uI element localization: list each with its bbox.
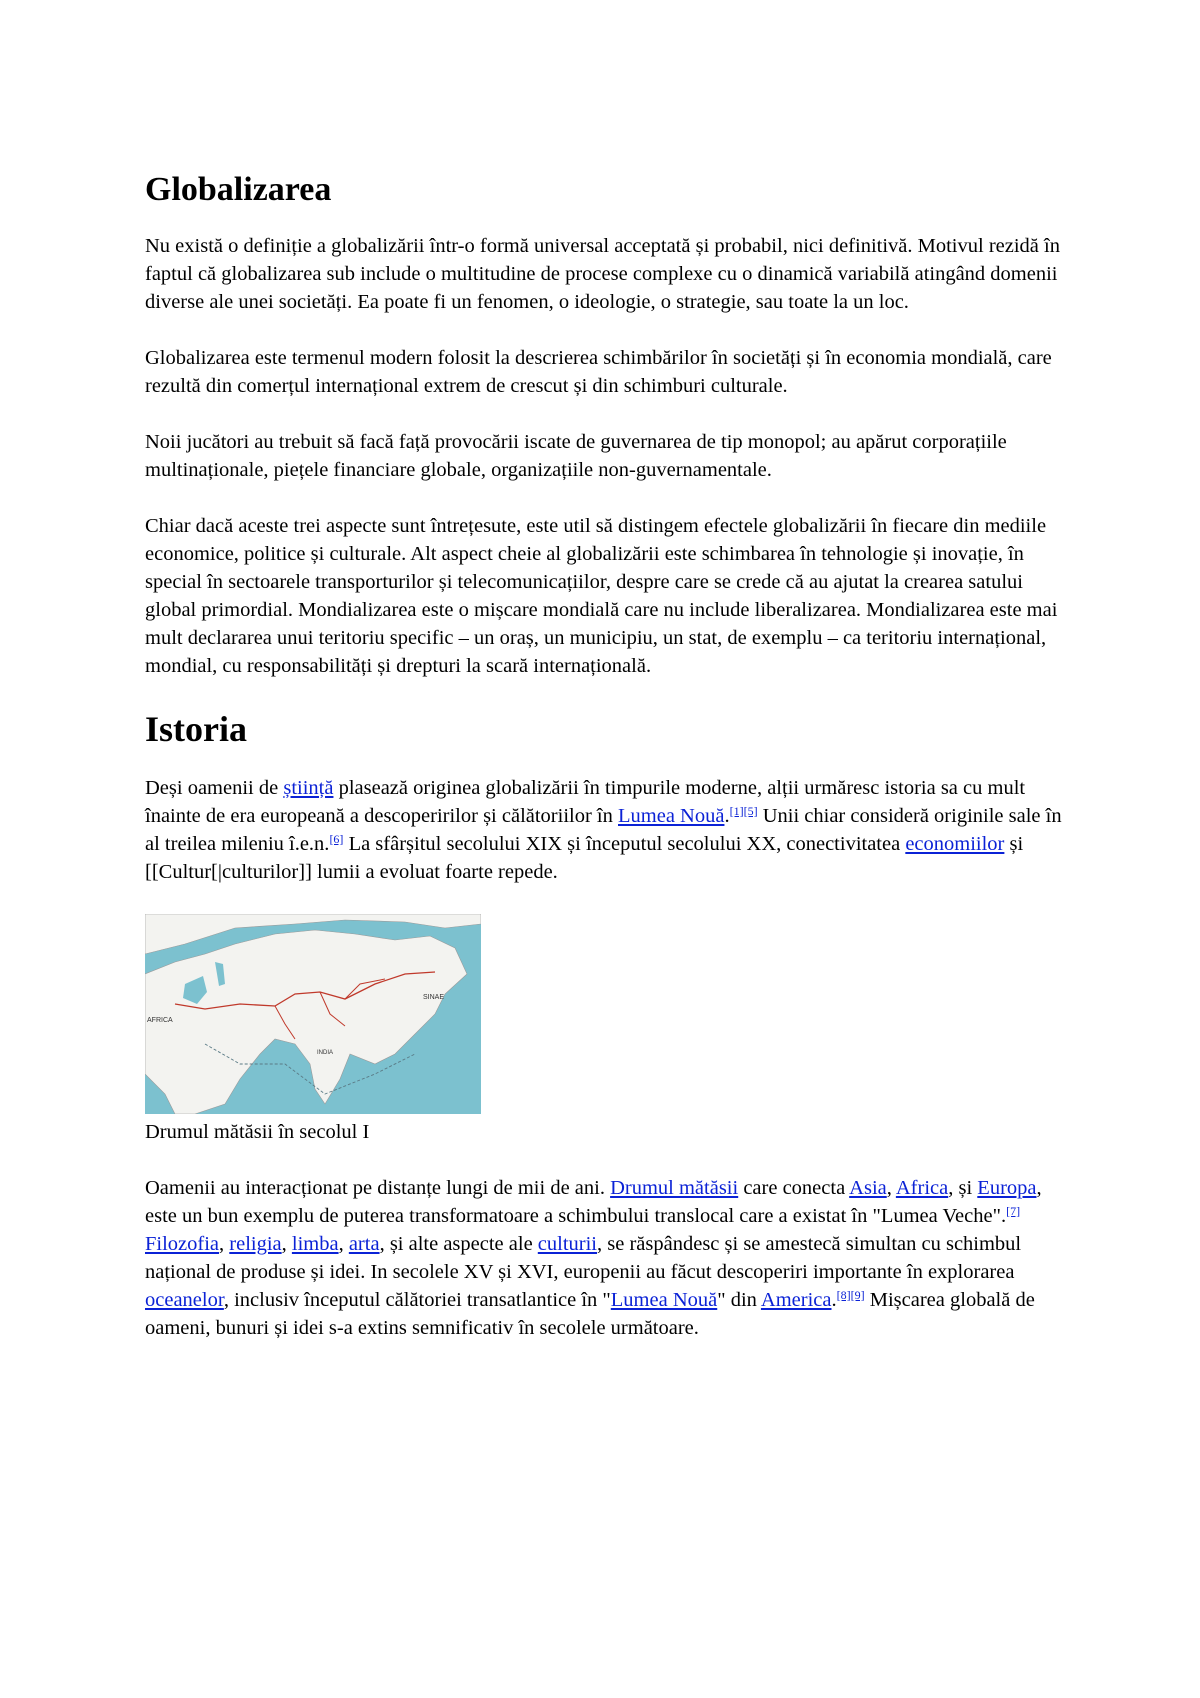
document-page — [145, 170, 1075, 1370]
link-america[interactable]: America — [760, 1289, 832, 1311]
text-run: La sfârșitul secolului XIX și începutul secolului XX, conectivitatea — [343, 833, 906, 855]
text-run: . — [724, 805, 730, 827]
history-paragraph-1 — [145, 774, 1075, 886]
text-run: " din — [717, 1289, 761, 1311]
map-label-sinae: SINAE — [423, 994, 445, 1001]
text-run: , inclusiv începutul călătoriei transatlantice în " — [223, 1289, 611, 1311]
figure-caption: Drumul mătăsii în secolul I — [145, 1121, 370, 1143]
link-religia[interactable]: religia — [229, 1233, 282, 1255]
link-limba[interactable]: limba — [291, 1233, 339, 1255]
intro-paragraph-4: Chiar dacă aceste trei aspecte sunt întrețesute, este util să distingem efectele globalizării în fiecare din mediile economice, politice și culturale. Alt aspect cheie al globalizării este schimbarea în tehnologie și inovație, în special în sectoarele transporturilor și telecomunicațiilor, despre care se crede că au ajutat la crearea satului global primordial. Mondializarea este o mișcare mondială care nu include liberalizarea. Mondializarea este mai mult declararea unui teritoriu specific – un oraș, un municipiu, un stat, de exemplu – ca teritoriu internațional, mondial, cu responsabilități și drepturi la scară internațională. — [145, 515, 1058, 677]
link-africa[interactable]: Africa — [895, 1177, 949, 1199]
reference-group — [837, 1288, 865, 1302]
text-run: plasează originea globalizării în timpurile moderne, alții urmăresc istoria sa cu mult înainte de era europeană a descoperirilor și călătoriilor în — [145, 777, 1026, 827]
reference-group — [730, 804, 758, 818]
text-run: , se răspândesc și se amestecă simultan cu schimbul național de produse și idei. In secolele XV și XVI, europenii au făcut descoperiri importante în explorarea — [145, 1233, 1022, 1283]
page-title: Globalizarea — [145, 171, 332, 208]
intro-paragraph-2: Globalizarea este termenul modern folosit la descrierea schimbărilor în societăți și în economia mondială, care rezultă din comerțul internațional extrem de crescut și din schimburi culturale. — [145, 347, 1052, 397]
reference-8[interactable]: [8] — [836, 1288, 851, 1302]
map-image — [145, 914, 481, 1114]
link-asia[interactable]: Asia — [849, 1177, 887, 1199]
text-run: . — [831, 1289, 837, 1311]
silk-road-map[interactable] — [145, 914, 481, 1114]
link-stiinta[interactable]: știință — [283, 777, 334, 799]
reference-9[interactable]: [9] — [850, 1288, 865, 1302]
text-run: Mișcarea globală de oameni, bunuri și idei s-a extins semnificativ în secolele următoare. — [145, 1289, 1035, 1339]
intro-paragraph-3: Noii jucători au trebuit să facă față provocării iscate de guvernarea de tip monopol; au apărut corporațiile multinaționale, piețele financiare globale, organizațiile non-guvernamentale. — [145, 431, 1007, 481]
reference-1[interactable]: [1] — [729, 804, 744, 818]
text-run: Oamenii au interacționat pe distanțe lungi de mii de ani. — [145, 1177, 611, 1199]
text-run: , este un bun exemplu de puterea transformatoare a schimbului translocal care a existat în "Lumea Veche". — [145, 1177, 1042, 1227]
text-run: , — [219, 1233, 230, 1255]
map-label-india: INDIA — [317, 1050, 334, 1056]
reference-5[interactable]: [5] — [743, 804, 758, 818]
link-economiilor[interactable]: economiilor — [905, 833, 1005, 855]
link-culturii[interactable]: culturii — [537, 1233, 598, 1255]
text-run: , și alte aspecte ale — [379, 1233, 538, 1255]
section-heading-istoria: Istoria — [145, 709, 247, 749]
text-run: , — [886, 1177, 896, 1199]
link-lumea-noua-2[interactable]: Lumea Nouă — [610, 1289, 718, 1311]
intro-paragraph-1: Nu există o definiție a globalizării într-o formă universal acceptată și probabil, nici definitivă. Motivul rezidă în faptul că globalizarea sub include o multitudine de procese complexe cu o dinamică variabilă atingând domenii diverse ale unei societăți. Ea poate fi un fenomen, o ideologie, o strategie, sau toate la un loc. — [145, 235, 1060, 313]
text-run: Deși oamenii de — [145, 777, 284, 799]
link-lumea-noua[interactable]: Lumea Nouă — [618, 805, 725, 827]
history-paragraph-2 — [145, 1174, 1075, 1342]
reference-group — [329, 832, 343, 846]
text-run: și [[Cultur[|culturilor]] lumii a evoluat foarte repede. — [145, 833, 1024, 883]
text-run: , — [338, 1233, 349, 1255]
reference-7[interactable]: [7] — [1006, 1204, 1021, 1218]
text-run: , — [281, 1233, 292, 1255]
reference-group — [1006, 1204, 1020, 1218]
link-filozofia[interactable]: Filozofia — [145, 1233, 220, 1255]
reference-6[interactable]: [6] — [329, 832, 344, 846]
link-arta[interactable]: arta — [348, 1233, 380, 1255]
map-label-africa: AFRICA — [147, 1017, 173, 1024]
link-oceanelor[interactable]: oceanelor — [145, 1289, 224, 1311]
text-run: care conecta — [738, 1177, 850, 1199]
text-run: , și — [948, 1177, 978, 1199]
link-europa[interactable]: Europa — [977, 1177, 1037, 1199]
link-drumul-matasii[interactable]: Drumul mătăsii — [610, 1177, 739, 1199]
text-run: Unii chiar consideră originile sale în al treilea mileniu î.e.n. — [145, 805, 1062, 855]
